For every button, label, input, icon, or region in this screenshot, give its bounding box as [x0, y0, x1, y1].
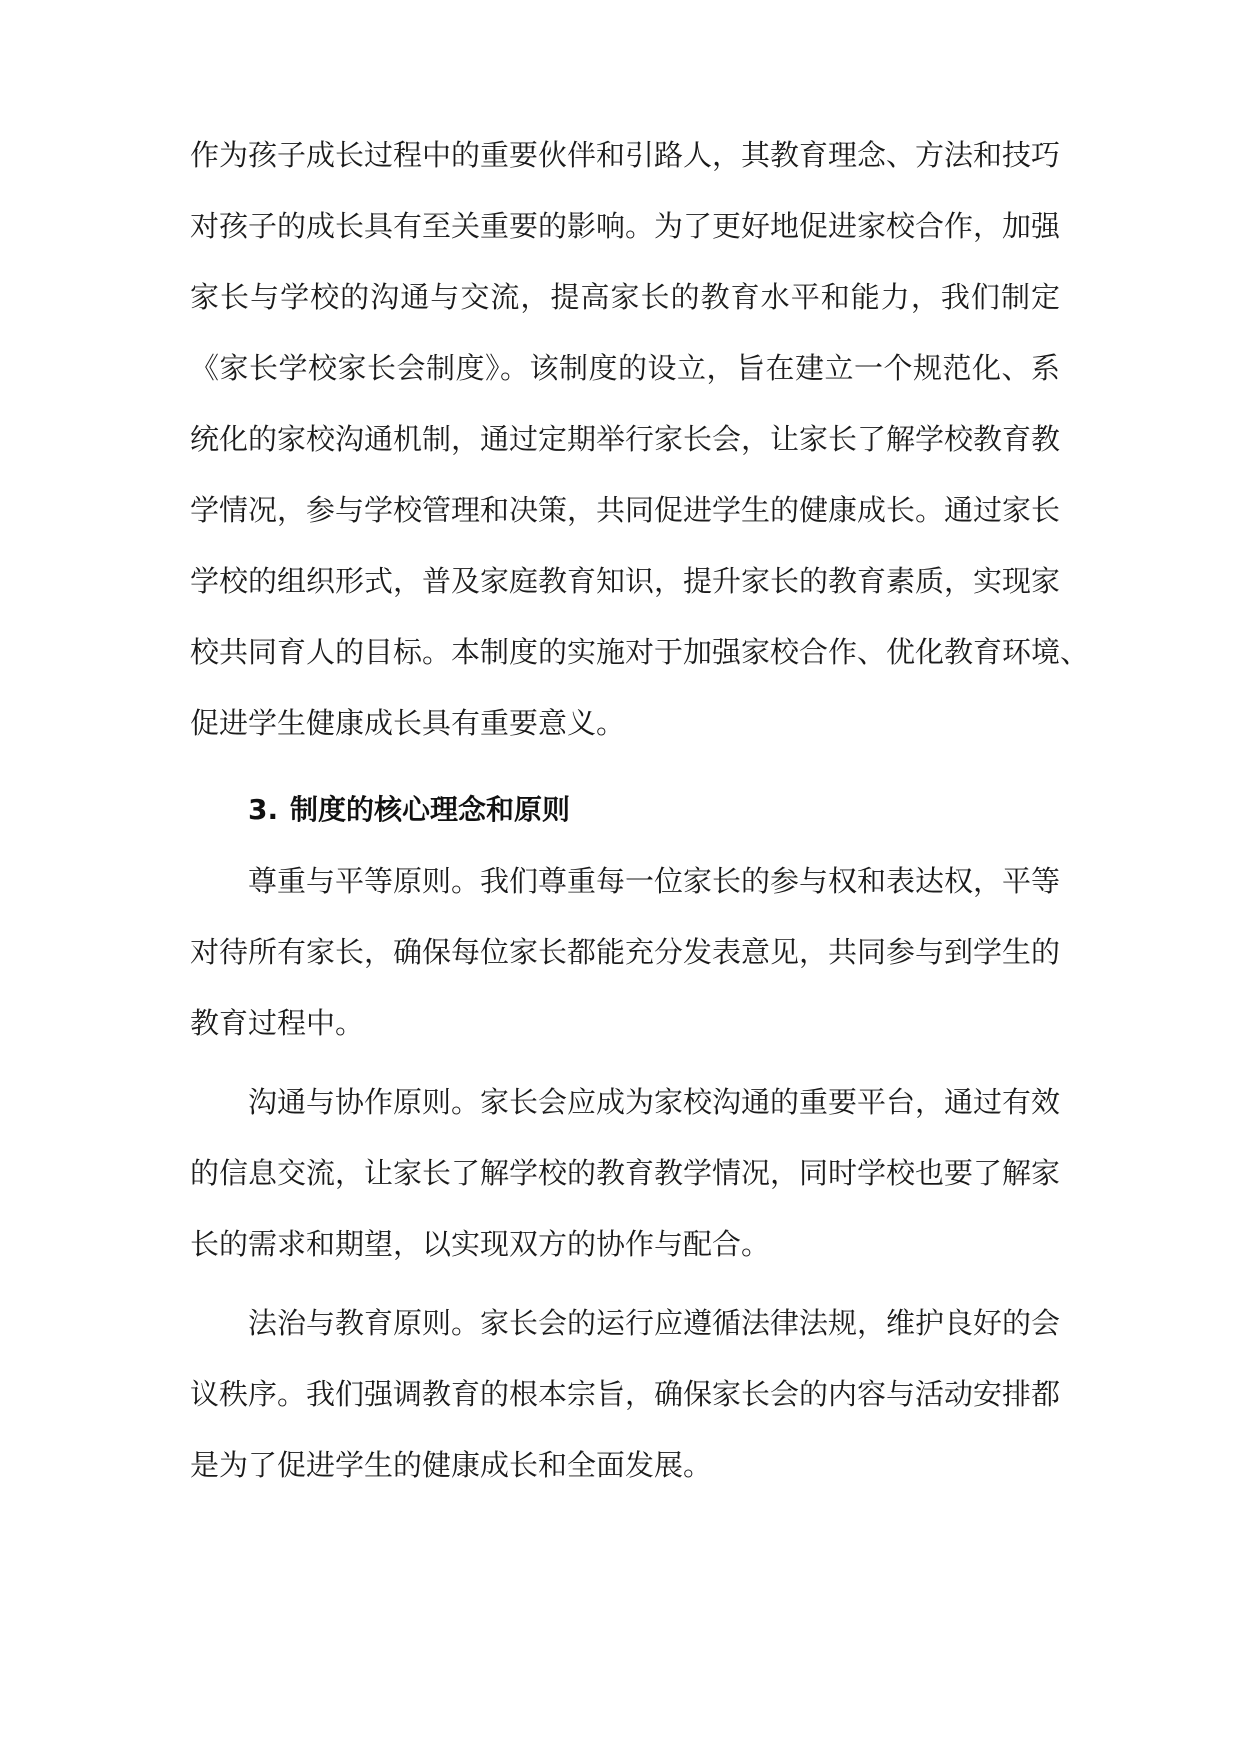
paragraph-line: 统化的家校沟通机制，通过定期举行家长会，让家长了解学校教育教 — [190, 422, 1061, 456]
paragraph-line: 议秩序。我们强调教育的根本宗旨，确保家长会的内容与活动安排都 — [190, 1377, 1061, 1411]
paragraph-line: 学校的组织形式，普及家庭教育知识，提升家长的教育素质，实现家 — [190, 564, 1061, 598]
paragraph-line: 法治与教育原则。家长会的运行应遵循法律法规，维护良好的会 — [248, 1306, 1061, 1340]
paragraph-line: 促进学生健康成长具有重要意义。 — [190, 706, 626, 740]
paragraph-line: 家长与学校的沟通与交流，提高家长的教育水平和能力，我们制定 — [190, 280, 1060, 314]
paragraph-line: 《家长学校家长会制度》。该制度的设立，旨在建立一个规范化、系 — [190, 351, 1060, 385]
section-heading — [248, 790, 570, 830]
paragraph-line: 对孩子的成长具有至关重要的影响。为了更好地促进家校合作，加强 — [190, 209, 1061, 243]
paragraph-line: 长的需求和期望，以实现双方的协作与配合。 — [190, 1227, 771, 1261]
paragraph-line: 作为孩子成长过程中的重要伙伴和引路人，其教育理念、方法和技巧 — [190, 138, 1061, 172]
paragraph-line: 是为了促进学生的健康成长和全面发展。 — [190, 1448, 713, 1482]
paragraph-line: 的信息交流，让家长了解学校的教育教学情况，同时学校也要了解家 — [190, 1156, 1061, 1190]
paragraph-line: 对待所有家长，确保每位家长都能充分发表意见，共同参与到学生的 — [190, 935, 1061, 969]
paragraph-line: 教育过程中。 — [190, 1006, 365, 1040]
paragraph-line: 学情况，参与学校管理和决策，共同促进学生的健康成长。通过家长 — [190, 493, 1061, 527]
paragraph-line: 校共同育人的目标。本制度的实施对于加强家校合作、优化教育环境、 — [190, 635, 1090, 669]
section-title: 制度的核心理念和原则 — [290, 793, 571, 826]
paragraph-line: 沟通与协作原则。家长会应成为家校沟通的重要平台，通过有效 — [248, 1085, 1061, 1119]
paragraph-line: 尊重与平等原则。我们尊重每一位家长的参与权和表达权，平等 — [248, 864, 1061, 898]
section-number: 3. — [248, 793, 279, 826]
